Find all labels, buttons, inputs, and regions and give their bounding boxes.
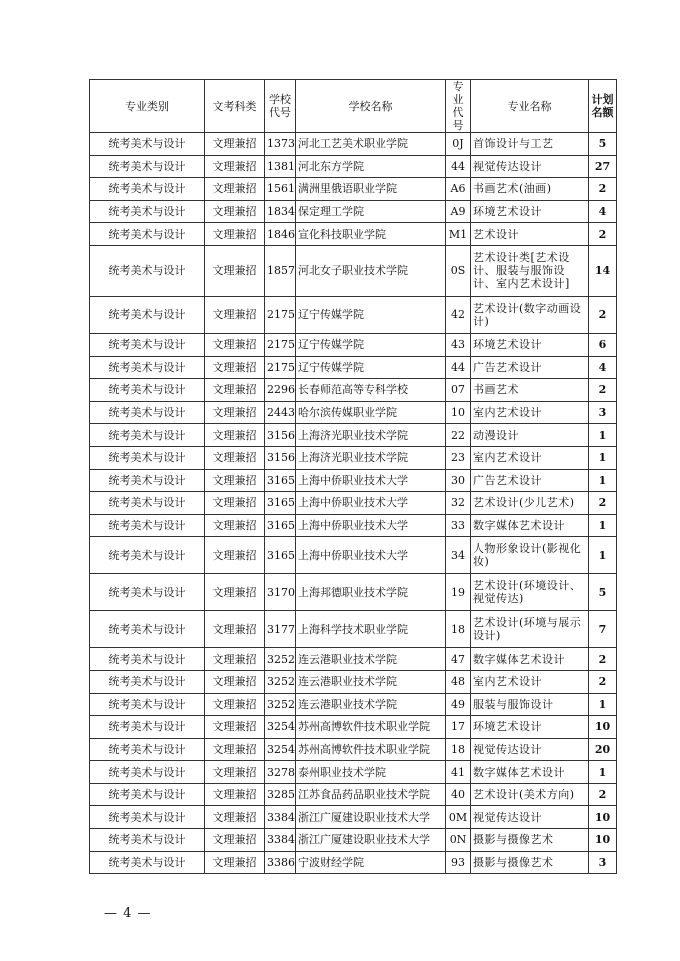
cell-quota: 14	[589, 245, 617, 296]
cell-quota: 1	[589, 761, 617, 784]
cell-subject: 文理兼招	[205, 693, 265, 716]
cell-category: 统考美术与设计	[90, 333, 205, 356]
cell-category: 统考美术与设计	[90, 401, 205, 424]
table-row	[90, 611, 617, 648]
cell-major-code: 0J	[446, 133, 471, 156]
table-row	[90, 245, 617, 296]
cell-quota: 2	[589, 223, 617, 246]
table-row	[90, 401, 617, 424]
header-school-name: 学校名称	[296, 80, 446, 133]
cell-quota: 3	[589, 401, 617, 424]
cell-major-code: A6	[446, 178, 471, 201]
cell-quota: 10	[589, 806, 617, 829]
cell-category: 统考美术与设计	[90, 537, 205, 574]
cell-major-name: 室内艺术设计	[471, 670, 589, 693]
table-row	[90, 514, 617, 537]
cell-major-code: 0M	[446, 806, 471, 829]
cell-subject: 文理兼招	[205, 223, 265, 246]
cell-major-code: 41	[446, 761, 471, 784]
cell-subject: 文理兼招	[205, 155, 265, 178]
cell-quota: 7	[589, 611, 617, 648]
cell-major-name: 视觉传达设计	[471, 738, 589, 761]
cell-school-name: 辽宁传媒学院	[296, 356, 446, 379]
cell-major-code: 43	[446, 333, 471, 356]
cell-major-code: 44	[446, 155, 471, 178]
cell-school-name: 上海中侨职业技术大学	[296, 537, 446, 574]
cell-school-name: 河北工艺美术职业学院	[296, 133, 446, 156]
cell-school-code: 3254	[265, 716, 296, 739]
cell-major-name: 服装与服饰设计	[471, 693, 589, 716]
cell-quota: 6	[589, 333, 617, 356]
cell-school-code: 1846	[265, 223, 296, 246]
cell-school-code: 3156	[265, 446, 296, 469]
cell-major-code: 44	[446, 356, 471, 379]
cell-major-name: 艺术设计(环境与展示设计)	[471, 611, 589, 648]
cell-subject: 文理兼招	[205, 446, 265, 469]
cell-subject: 文理兼招	[205, 851, 265, 874]
cell-school-code: 3278	[265, 761, 296, 784]
cell-quota: 27	[589, 155, 617, 178]
table-row	[90, 133, 617, 156]
cell-school-code: 3177	[265, 611, 296, 648]
cell-school-name: 上海济光职业技术学院	[296, 446, 446, 469]
cell-quota: 20	[589, 738, 617, 761]
cell-major-code: 93	[446, 851, 471, 874]
cell-major-name: 室内艺术设计	[471, 446, 589, 469]
cell-quota: 10	[589, 829, 617, 852]
cell-category: 统考美术与设计	[90, 851, 205, 874]
cell-major-code: 22	[446, 424, 471, 447]
header-subject: 文考科类	[205, 80, 265, 133]
cell-school-code: 2443	[265, 401, 296, 424]
cell-subject: 文理兼招	[205, 333, 265, 356]
cell-subject: 文理兼招	[205, 716, 265, 739]
cell-major-name: 书画艺术	[471, 379, 589, 402]
cell-major-name: 环境艺术设计	[471, 200, 589, 223]
table-row	[90, 356, 617, 379]
cell-school-name: 哈尔滨传媒职业学院	[296, 401, 446, 424]
cell-school-code: 3384	[265, 806, 296, 829]
cell-major-name: 艺术设计	[471, 223, 589, 246]
table-header-row	[90, 80, 617, 133]
cell-school-code: 1834	[265, 200, 296, 223]
cell-school-name: 泰州职业技术学院	[296, 761, 446, 784]
cell-category: 统考美术与设计	[90, 829, 205, 852]
cell-major-code: M1	[446, 223, 471, 246]
cell-category: 统考美术与设计	[90, 693, 205, 716]
table-row	[90, 738, 617, 761]
cell-category: 统考美术与设计	[90, 574, 205, 611]
cell-quota: 2	[589, 379, 617, 402]
cell-category: 统考美术与设计	[90, 492, 205, 515]
table-row	[90, 761, 617, 784]
header-major-name: 专业名称	[471, 80, 589, 133]
cell-category: 统考美术与设计	[90, 716, 205, 739]
cell-major-code: 47	[446, 648, 471, 671]
cell-subject: 文理兼招	[205, 574, 265, 611]
cell-quota: 4	[589, 200, 617, 223]
cell-subject: 文理兼招	[205, 611, 265, 648]
cell-quota: 1	[589, 469, 617, 492]
table-row	[90, 296, 617, 333]
table-row	[90, 648, 617, 671]
cell-subject: 文理兼招	[205, 537, 265, 574]
cell-major-name: 摄影与摄像艺术	[471, 851, 589, 874]
cell-school-code: 3285	[265, 783, 296, 806]
cell-major-name: 艺术设计类[艺术设计、服装与服饰设计、室内艺术设计]	[471, 245, 589, 296]
cell-quota: 5	[589, 133, 617, 156]
cell-category: 统考美术与设计	[90, 761, 205, 784]
cell-subject: 文理兼招	[205, 356, 265, 379]
cell-school-name: 浙江广厦建设职业技术大学	[296, 829, 446, 852]
table-row	[90, 537, 617, 574]
cell-major-name: 艺术设计(数字动画设计)	[471, 296, 589, 333]
cell-category: 统考美术与设计	[90, 356, 205, 379]
table-row	[90, 829, 617, 852]
table-row	[90, 492, 617, 515]
cell-subject: 文理兼招	[205, 492, 265, 515]
cell-major-code: 33	[446, 514, 471, 537]
cell-major-code: 10	[446, 401, 471, 424]
cell-school-code: 3252	[265, 648, 296, 671]
table-row	[90, 469, 617, 492]
cell-major-code: 32	[446, 492, 471, 515]
page-number: — 4 —	[104, 906, 152, 921]
cell-major-code: 17	[446, 716, 471, 739]
cell-school-name: 上海科学技术职业学院	[296, 611, 446, 648]
cell-school-code: 2175	[265, 356, 296, 379]
cell-school-name: 河北东方学院	[296, 155, 446, 178]
cell-major-name: 数字媒体艺术设计	[471, 514, 589, 537]
cell-major-name: 人物形象设计(影视化妆)	[471, 537, 589, 574]
table-row	[90, 200, 617, 223]
table-row	[90, 716, 617, 739]
table-row	[90, 783, 617, 806]
cell-school-code: 3384	[265, 829, 296, 852]
cell-quota: 1	[589, 446, 617, 469]
cell-major-name: 书画艺术(油画)	[471, 178, 589, 201]
table-row	[90, 446, 617, 469]
cell-major-name: 室内艺术设计	[471, 401, 589, 424]
cell-category: 统考美术与设计	[90, 446, 205, 469]
table-row	[90, 223, 617, 246]
table-row	[90, 806, 617, 829]
cell-quota: 2	[589, 178, 617, 201]
cell-major-code: 18	[446, 611, 471, 648]
cell-school-name: 辽宁传媒学院	[296, 296, 446, 333]
cell-subject: 文理兼招	[205, 178, 265, 201]
cell-major-code: 34	[446, 537, 471, 574]
cell-school-name: 苏州高博软件技术职业学院	[296, 738, 446, 761]
cell-subject: 文理兼招	[205, 783, 265, 806]
table-row	[90, 693, 617, 716]
cell-category: 统考美术与设计	[90, 514, 205, 537]
cell-category: 统考美术与设计	[90, 200, 205, 223]
cell-subject: 文理兼招	[205, 514, 265, 537]
cell-major-name: 动漫设计	[471, 424, 589, 447]
cell-school-code: 2175	[265, 333, 296, 356]
cell-school-name: 满洲里俄语职业学院	[296, 178, 446, 201]
cell-subject: 文理兼招	[205, 806, 265, 829]
admission-plan-table	[89, 79, 617, 874]
cell-major-code: 49	[446, 693, 471, 716]
cell-subject: 文理兼招	[205, 670, 265, 693]
cell-school-code: 3165	[265, 492, 296, 515]
cell-category: 统考美术与设计	[90, 223, 205, 246]
table-row	[90, 379, 617, 402]
cell-quota: 4	[589, 356, 617, 379]
cell-quota: 2	[589, 648, 617, 671]
cell-subject: 文理兼招	[205, 469, 265, 492]
cell-quota: 3	[589, 851, 617, 874]
table-row	[90, 178, 617, 201]
cell-subject: 文理兼招	[205, 424, 265, 447]
cell-major-code: 40	[446, 783, 471, 806]
table-row	[90, 155, 617, 178]
cell-school-name: 连云港职业技术学院	[296, 648, 446, 671]
cell-quota: 1	[589, 693, 617, 716]
cell-school-code: 1857	[265, 245, 296, 296]
cell-major-code: 48	[446, 670, 471, 693]
cell-school-name: 浙江广厦建设职业技术大学	[296, 806, 446, 829]
cell-subject: 文理兼招	[205, 379, 265, 402]
cell-school-name: 上海济光职业技术学院	[296, 424, 446, 447]
table-row	[90, 851, 617, 874]
cell-school-name: 上海中侨职业技术大学	[296, 514, 446, 537]
cell-subject: 文理兼招	[205, 761, 265, 784]
cell-major-name: 广告艺术设计	[471, 469, 589, 492]
cell-school-name: 江苏食品药品职业技术学院	[296, 783, 446, 806]
cell-category: 统考美术与设计	[90, 379, 205, 402]
cell-subject: 文理兼招	[205, 401, 265, 424]
cell-school-name: 连云港职业技术学院	[296, 693, 446, 716]
cell-subject: 文理兼招	[205, 829, 265, 852]
cell-major-code: A9	[446, 200, 471, 223]
cell-category: 统考美术与设计	[90, 296, 205, 333]
cell-school-name: 河北女子职业技术学院	[296, 245, 446, 296]
cell-school-name: 宁波财经学院	[296, 851, 446, 874]
cell-major-code: 42	[446, 296, 471, 333]
cell-category: 统考美术与设计	[90, 670, 205, 693]
table-row	[90, 670, 617, 693]
cell-category: 统考美术与设计	[90, 783, 205, 806]
cell-major-name: 广告艺术设计	[471, 356, 589, 379]
cell-major-name: 摄影与摄像艺术	[471, 829, 589, 852]
cell-school-code: 3252	[265, 670, 296, 693]
cell-quota: 1	[589, 424, 617, 447]
cell-school-code: 2296	[265, 379, 296, 402]
header-category: 专业类别	[90, 80, 205, 133]
cell-major-code: 0N	[446, 829, 471, 852]
cell-school-name: 上海邦德职业技术学院	[296, 574, 446, 611]
cell-school-code: 1381	[265, 155, 296, 178]
cell-category: 统考美术与设计	[90, 155, 205, 178]
cell-school-code: 3156	[265, 424, 296, 447]
cell-major-name: 数字媒体艺术设计	[471, 761, 589, 784]
cell-subject: 文理兼招	[205, 245, 265, 296]
header-school-code: 学校代号	[265, 80, 296, 133]
cell-category: 统考美术与设计	[90, 245, 205, 296]
cell-quota: 2	[589, 670, 617, 693]
cell-category: 统考美术与设计	[90, 424, 205, 447]
cell-school-code: 1373	[265, 133, 296, 156]
cell-major-name: 首饰设计与工艺	[471, 133, 589, 156]
cell-school-code: 3165	[265, 537, 296, 574]
cell-subject: 文理兼招	[205, 200, 265, 223]
cell-quota: 2	[589, 492, 617, 515]
cell-major-code: 07	[446, 379, 471, 402]
cell-school-name: 苏州高博软件技术职业学院	[296, 716, 446, 739]
cell-major-code: 19	[446, 574, 471, 611]
cell-school-name: 长春师范高等专科学校	[296, 379, 446, 402]
cell-quota: 2	[589, 296, 617, 333]
cell-school-name: 宣化科技职业学院	[296, 223, 446, 246]
cell-school-name: 上海中侨职业技术大学	[296, 469, 446, 492]
cell-category: 统考美术与设计	[90, 178, 205, 201]
cell-major-name: 数字媒体艺术设计	[471, 648, 589, 671]
cell-major-name: 艺术设计(少儿艺术)	[471, 492, 589, 515]
cell-subject: 文理兼招	[205, 648, 265, 671]
cell-subject: 文理兼招	[205, 133, 265, 156]
cell-school-code: 3252	[265, 693, 296, 716]
cell-major-code: 23	[446, 446, 471, 469]
cell-category: 统考美术与设计	[90, 738, 205, 761]
cell-school-name: 辽宁传媒学院	[296, 333, 446, 356]
cell-major-code: 30	[446, 469, 471, 492]
cell-major-code: 18	[446, 738, 471, 761]
cell-school-code: 2175	[265, 296, 296, 333]
cell-category: 统考美术与设计	[90, 806, 205, 829]
cell-school-code: 3165	[265, 469, 296, 492]
cell-subject: 文理兼招	[205, 296, 265, 333]
cell-quota: 5	[589, 574, 617, 611]
cell-category: 统考美术与设计	[90, 611, 205, 648]
cell-major-name: 环境艺术设计	[471, 333, 589, 356]
cell-major-name: 艺术设计(环境设计、视觉传达)	[471, 574, 589, 611]
cell-category: 统考美术与设计	[90, 648, 205, 671]
cell-school-code: 3165	[265, 514, 296, 537]
cell-category: 统考美术与设计	[90, 133, 205, 156]
cell-school-code: 3386	[265, 851, 296, 874]
cell-major-name: 环境艺术设计	[471, 716, 589, 739]
cell-major-name: 艺术设计(美术方向)	[471, 783, 589, 806]
cell-quota: 10	[589, 716, 617, 739]
table-row	[90, 574, 617, 611]
header-quota: 计划名额	[589, 80, 617, 133]
cell-school-name: 连云港职业技术学院	[296, 670, 446, 693]
cell-school-code: 3170	[265, 574, 296, 611]
cell-school-code: 3254	[265, 738, 296, 761]
cell-major-name: 视觉传达设计	[471, 806, 589, 829]
cell-quota: 2	[589, 783, 617, 806]
cell-subject: 文理兼招	[205, 738, 265, 761]
cell-category: 统考美术与设计	[90, 469, 205, 492]
table-row	[90, 333, 617, 356]
cell-quota: 1	[589, 537, 617, 574]
table-row	[90, 424, 617, 447]
cell-school-name: 保定理工学院	[296, 200, 446, 223]
cell-quota: 1	[589, 514, 617, 537]
cell-major-code: 0S	[446, 245, 471, 296]
table-body	[90, 133, 617, 874]
cell-school-name: 上海中侨职业技术大学	[296, 492, 446, 515]
cell-school-code: 1561	[265, 178, 296, 201]
header-major-code: 专业代号	[446, 80, 471, 133]
cell-major-name: 视觉传达设计	[471, 155, 589, 178]
